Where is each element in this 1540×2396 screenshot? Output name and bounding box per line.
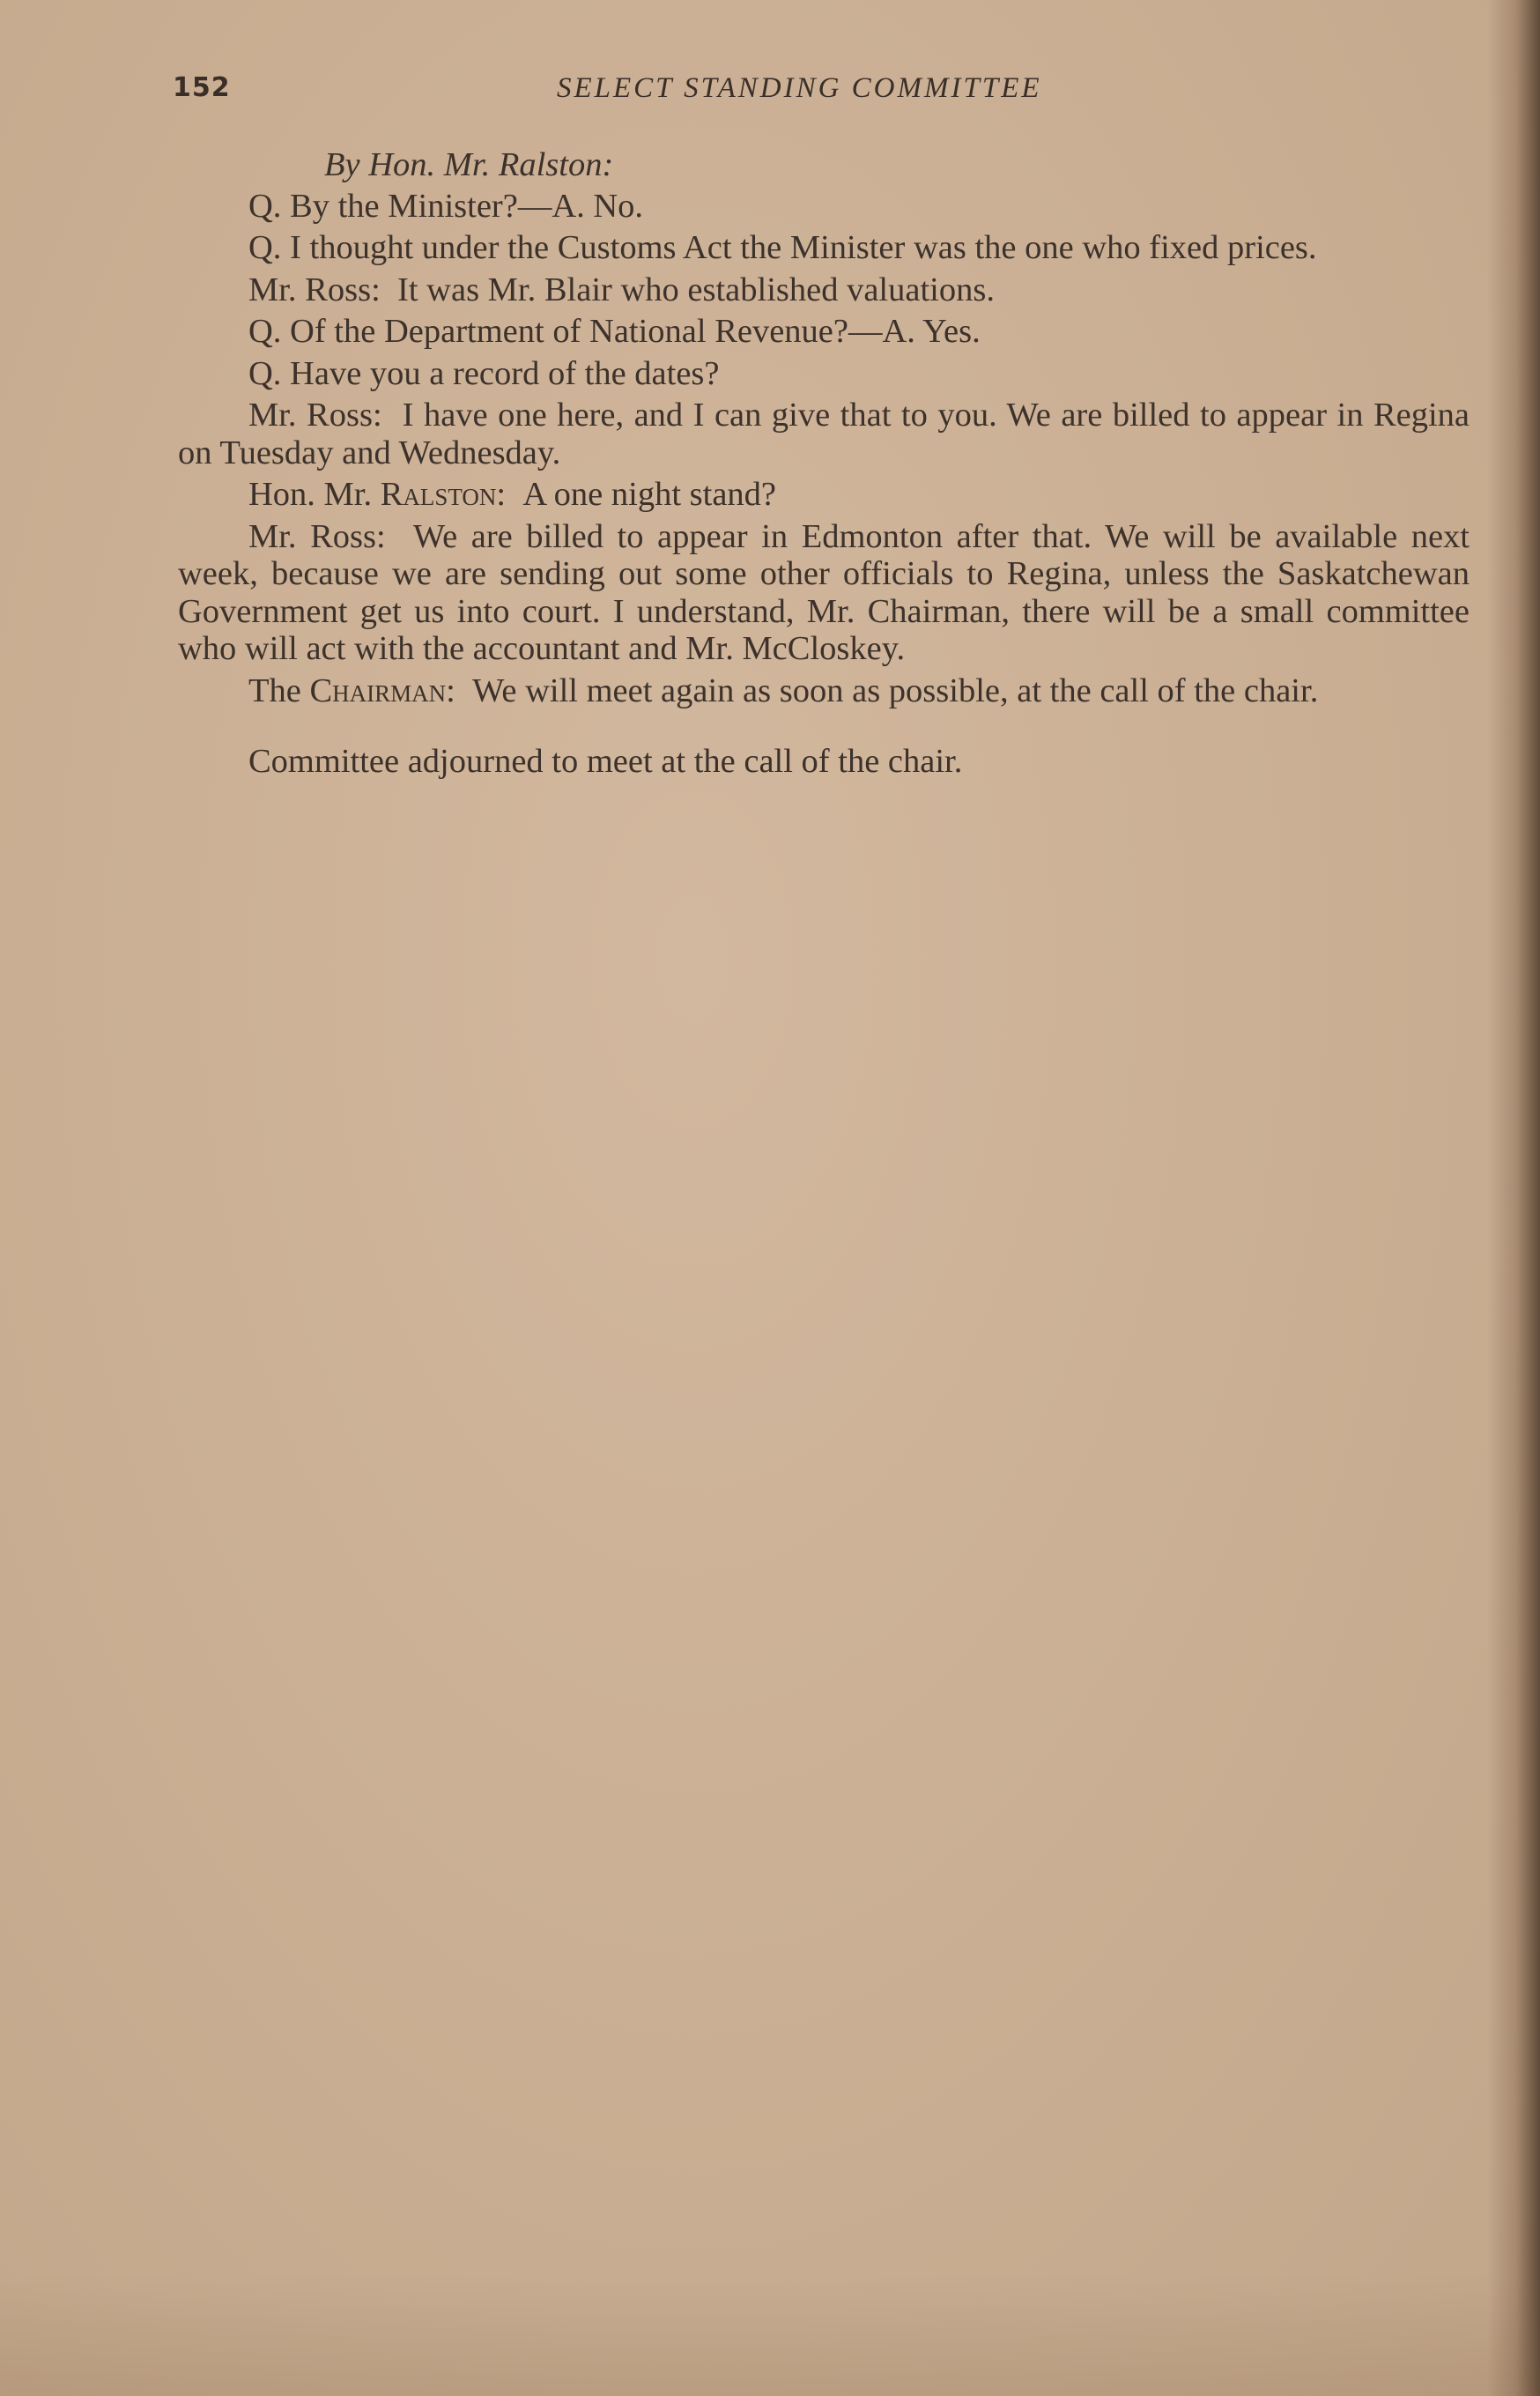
running-head: SELECT STANDING COMMITTEE [557,72,1042,104]
speaker-name: Chairman: [309,671,455,709]
statement [178,271,1470,309]
statement [178,397,1470,471]
statement [178,476,1470,514]
speaker-name: Mr. Ross: [248,271,381,308]
question-answer: Q. By the Minister?—A. No. [248,187,644,225]
adjournment-note: Committee adjourned to meet at the call of the chair. [248,743,963,780]
statement-text: We are billed to appear in Edmonton after that. We will be available next week, because we are sending out some other officials to Regina, unless the Saskatchewan Government get us into court. I understand, Mr. Chairman, there will be a small committee who will act with the accountant and Mr. McCloskey. [178,517,1470,667]
question-answer: Q. Of the Department of National Revenue?—A. Yes. [248,313,981,350]
question: Q. Have you a record of the dates? [248,354,720,392]
statement-text: It was Mr. Blair who established valuations. [397,271,995,308]
speaker-name: Ralston: [380,476,507,513]
transcript-body [178,146,1470,785]
speaker-name: Mr. Ross: [248,517,386,555]
statement-text: I have one here, and I can give that to you. We are billed to appear in Regina on Tuesday and Wednesday. [178,397,1470,471]
page-edge-shadow [1487,0,1540,2396]
page-bottom-shade [0,2273,1540,2396]
statement [178,672,1470,710]
page-number: 152 [173,72,231,103]
statement [178,518,1470,668]
speaker-prefix: Hon. Mr. [248,476,373,513]
statement-text: A one night stand? [522,476,777,513]
statement-text: We will meet again as soon as possible, at the call of the chair. [472,671,1319,709]
page-header [173,72,1470,116]
question: Q. I thought under the Customs Act the Minister was the one who fixed prices. [248,229,1317,266]
speaker-name: Mr. Ross: [248,397,382,434]
examiner-heading: By Hon. Mr. Ralston: [324,146,614,183]
speaker-prefix: The [248,671,301,709]
